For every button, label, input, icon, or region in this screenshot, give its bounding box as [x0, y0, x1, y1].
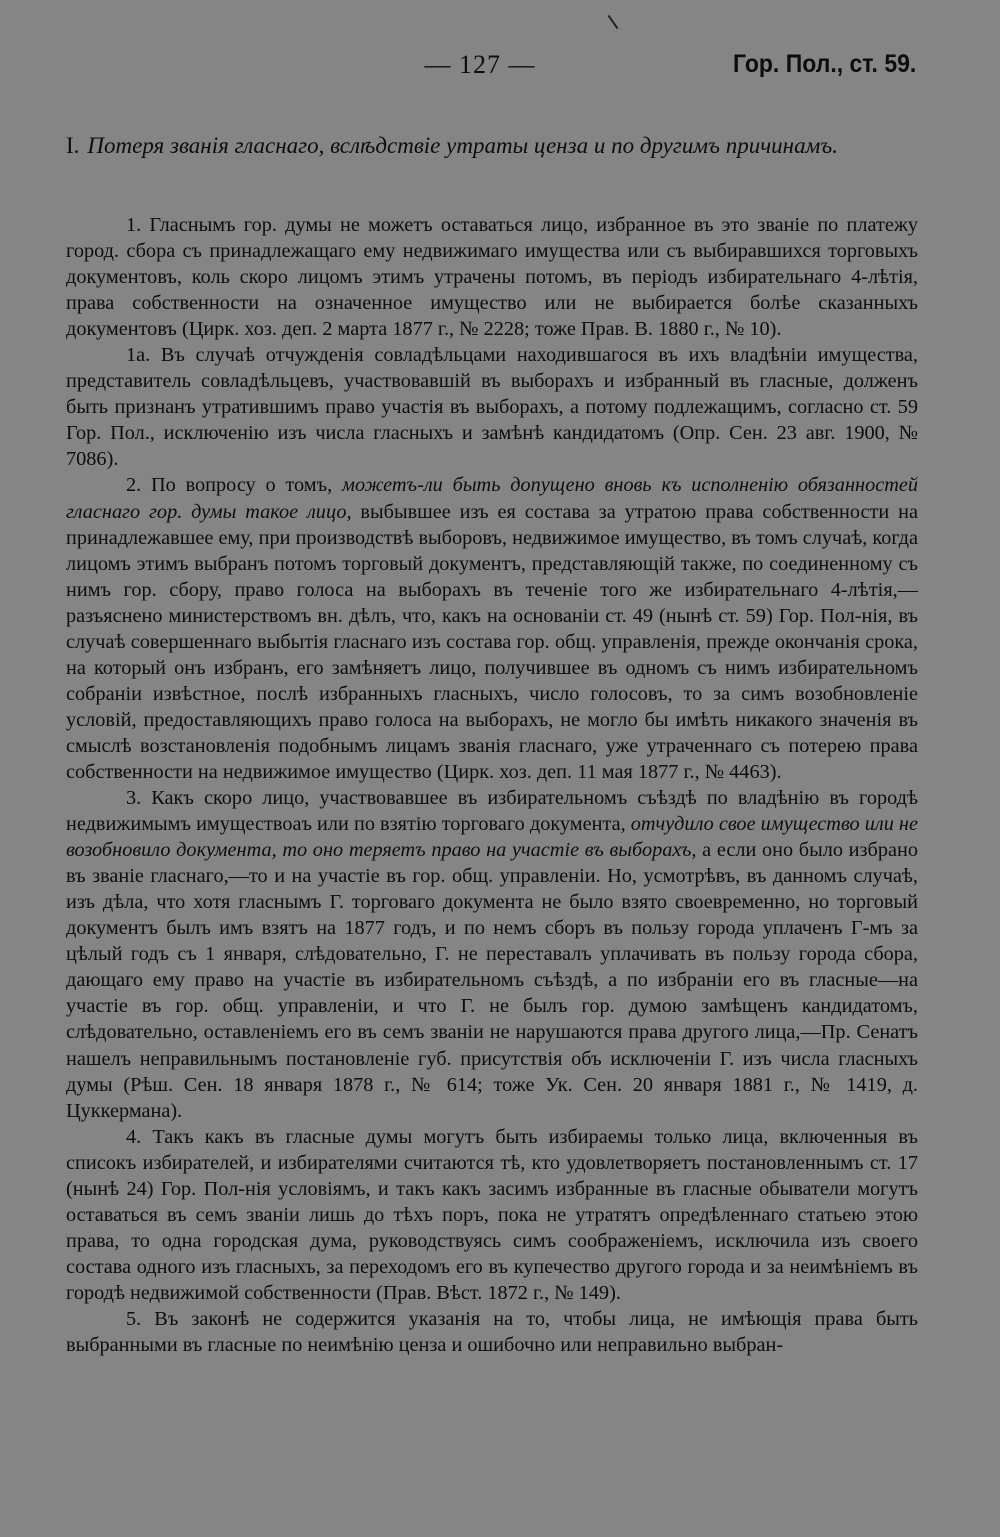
section-heading [66, 132, 920, 159]
paragraph-p2 [66, 472, 918, 785]
paragraph-text: 5. Въ законѣ не содержится указанія на то, чтобы лица, не имѣющія права быть выбранными въ гласные по неимѣнію ценза и ошибочно или неправильно выбран- [66, 1307, 918, 1357]
paragraph-p5 [66, 1306, 918, 1358]
paragraph-text: 4. Такъ какъ въ гласные думы могутъ быть избираемы только лица, включенныя въ списокъ избирателей, и избирателями считаются тѣ, кто удовлетворяетъ постановленнымъ ст. 17 (нынѣ 24) Гор. Пол-нія условіямъ, и такъ какъ засимъ избранные въ гласные обыватели могутъ оставаться въ семъ званіи лишь до тѣхъ поръ, пока не утратятъ опредѣленнаго статьею этою права, то одна городская дума, руководствуясь симъ соображеніемъ, исключила изъ своего состава одного изъ гласныхъ, за переходомъ его въ купечество другого города и за неимѣніемъ въ городѣ недвижимой собственности (Прав. Вѣст. 1872 г., № 149). [66, 1125, 918, 1304]
paragraph-text: 3. Какъ скоро лицо, участвовавшее въ избирательномъ съѣздѣ по владѣнію въ городѣ недвижимымъ имуществоаъ или по взятію торговаго документа, [66, 787, 918, 836]
paragraph-p4 [66, 1124, 918, 1306]
paragraph-text: выбывшее изъ ея состава за утратою права собственности на принадлежавшее ему, при производствѣ выборовъ, недвижимое имущество, въ томъ случаѣ, когда лицомъ этимъ выбранъ потомъ торговый документъ, представляющій также, по соединенному съ нимъ гор. сбору, право голоса на выборахъ въ теченіе того же избирательнаго 4-лѣтія,—разъяснено министерствомъ вн. дѣлъ, что, какъ на основаніи ст. 49 (нынѣ ст. 59) Гор. Пол-нія, въ случаѣ совершеннаго выбытія гласнаго изъ состава гор. общ. управленія, прежде окончанія срока, на который онъ избранъ, его замѣняетъ лицо, получившее въ одномъ съ нимъ избирательномъ собраніи извѣстное, послѣ избранныхъ гласныхъ, число голосовъ, то за симъ возобновленіе условій, предоставляющихъ право голоса на выборахъ, не могло бы имѣть никакого значенія въ смыслѣ возстановленія подобнымъ лицамъ званія гласнаго, уже утраченнаго съ потерею права собственности на недвижимое имущество (Цирк. хоз. деп. 11 мая 1877 г., № 4463). [66, 500, 918, 783]
emphasized-text: отчудило свое имущество или не возобновило документа, то оно теряетъ право на участіе въ выборахъ, [66, 813, 918, 862]
paragraph-p1a [66, 342, 918, 472]
paragraph-text: а если оно было избрано въ званіе гласнаго,—то и на участіе въ гор. общ. управленіи. Но, усмотрѣвъ, въ данномъ случаѣ, изъ дѣла, что хотя гласнымъ Г. торговаго документа не было взято своевременно, но торговый документъ былъ имъ взятъ на 1877 годъ, и по немъ сборъ въ пользу города уплаченъ Г-мъ за цѣлый годъ съ 1 января, слѣдовательно, Г. не переставалъ уплачивать въ пользу города сбора, дающаго ему право на участіе въ избирательномъ съѣздѣ, а по избраніи его въ гласные—на участіе въ гор. общ. управленіи, и что Г. не былъ гор. думою замѣщенъ кандидатомъ, слѣдовательно, оставленіемъ его въ семъ званіи не нарушаются права другого лица,—Пр. Сенатъ нашелъ неправильнымъ постановленіе губ. присутствія объ исключеніи Г. изъ числа гласныхъ думы (Рѣш. Сен. 18 января 1878 г., № 614; тоже Ук. Сен. 20 января 1881 г., № 1419, д. Цуккермана). [66, 839, 919, 1122]
ink-speck [608, 15, 619, 29]
paragraph-text: 1. Гласнымъ гор. думы не можетъ оставаться лицо, избранное въ это званіе по платежу город. сбора съ принадлежащаго ему недвижимаго имущества или съ выбиравшихся торговыхъ документовъ, коль скоро лицомъ этимъ утрачены потомъ, въ періодъ избирательнаго 4-лѣтія, права собственности на означенное имущество или не выбирается болѣе сказанныхъ документовъ (Цирк. хоз. деп. 2 марта 1877 г., № 2228; тоже Прав. В. 1880 г., № 10). [66, 214, 918, 341]
body-text [66, 212, 918, 1358]
section-title: Потеря званія гласнаго, вслѣдствіе утраты ценза и по другимъ причинамъ. [87, 133, 838, 158]
emphasized-text: можетъ-ли быть допущено вновь къ исполненію обязанностей гласнаго гор. думы такое лицо, [66, 474, 918, 523]
paragraph-p1 [66, 212, 918, 342]
paragraph-text: 1а. Въ случаѣ отчужденія совладѣльцами находившагося въ ихъ владѣніи имущества, представитель совладѣльцевъ, участвовавшій въ выборахъ и избранный въ гласные, долженъ быть признанъ утратившимъ право участія въ выборахъ, а потому подлежащимъ, согласно ст. 59 Гор. Пол., исключенію изъ числа гласныхъ и замѣнѣ кандидатомъ (Опр. Сен. 23 авг. 1900, № 7086). [66, 344, 918, 471]
page-number: — 127 — [424, 50, 536, 79]
section-numeral: I. [66, 133, 80, 158]
paragraph-text: 2. По вопросу о томъ, [126, 474, 342, 497]
running-head: Гор. Пол., ст. 59. [732, 50, 916, 78]
paragraph-p3 [66, 785, 918, 1124]
